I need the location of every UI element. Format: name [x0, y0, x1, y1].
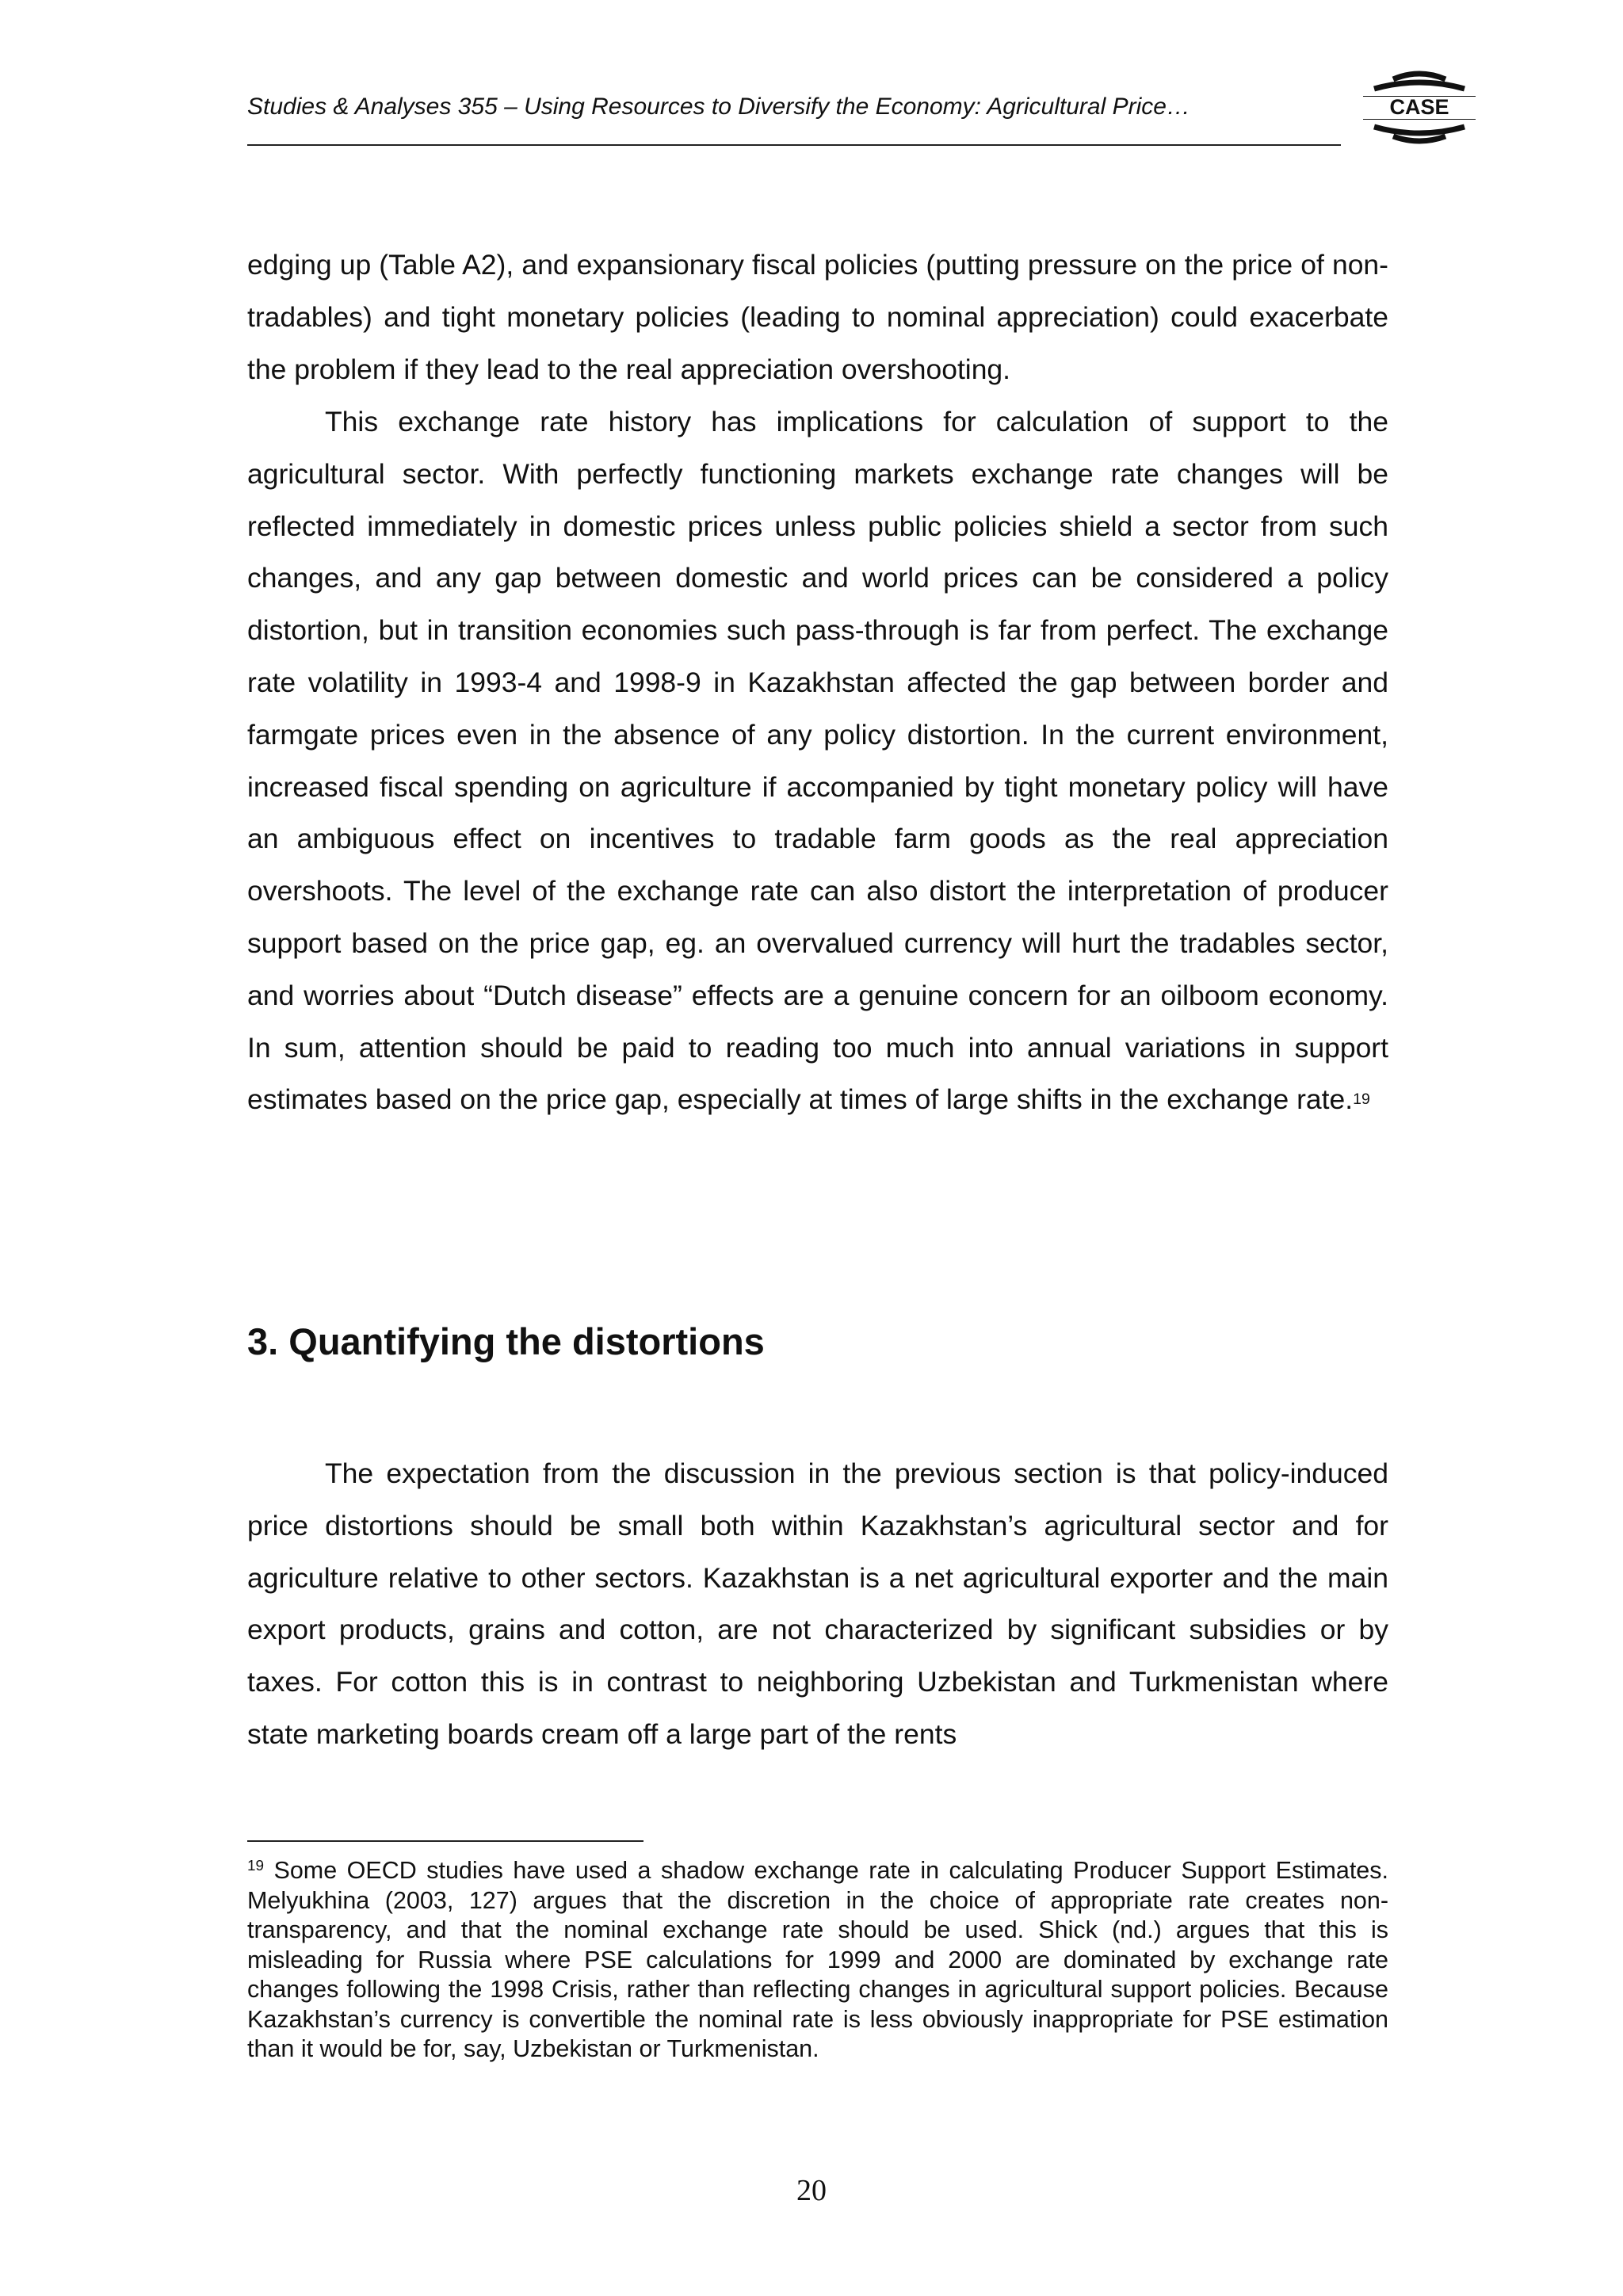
- header-rule: [247, 144, 1341, 146]
- paragraph: edging up (Table A2), and expansionary fiscal policies (putting pressure on the price of non-tradables) and tight monetary policies (leading to nominal appreciation) could exacerbate the problem if they lead to the real appreciation overshooting.: [247, 249, 1388, 385]
- footnote-number: 19: [247, 1857, 265, 1874]
- case-logo: [1354, 67, 1485, 147]
- footnote: [247, 1856, 1388, 2065]
- running-header: Studies & Analyses 355 – Using Resources to Diversify the Economy: Agricultural Price…: [247, 94, 1190, 120]
- page-number: 20: [796, 2174, 827, 2207]
- footnote-reference: 19: [1353, 1090, 1370, 1108]
- footnote-text: Some OECD studies have used a shadow exchange rate in calculating Producer Support Estimates. Melyukhina (2003, 127) argues that the discretion in the choice of appropriate rate creates non-transparency, and that the nominal exchange rate should be used. Shick (nd.) argues that this is misleading for Russia where PSE calculations for 1999 and 2000 are dominated by exchange rate changes following the 1998 Crisis, rather than reflecting changes in agricultural support policies. Because Kazakhstan’s currency is convertible the nominal rate is less obviously inappropriate for PSE estimation than it would be for, say, Uzbekistan or Turkmenistan.: [247, 1857, 1388, 2062]
- section-heading: 3. Quantifying the distortions: [247, 1320, 765, 1362]
- footnote-separator: [247, 1840, 643, 1842]
- paragraph: The expectation from the discussion in the previous section is that policy-induced price distortions should be small both within Kazakhstan’s agricultural sector and for agriculture relative to other sectors. Kazakhstan is a net agricultural exporter and the main export products, grains and cotton, are not characterized by significant subsidies or by taxes. For cotton this is in contrast to neighboring Uzbekistan and Turkmenistan where state marketing boards cream off a large part of the rents: [247, 1457, 1388, 1750]
- case-logo-text: CASE: [1389, 95, 1449, 119]
- paragraph-text: This exchange rate history has implications for calculation of support to the agricultural sector. With perfectly functioning markets exchange rate changes will be reflected immediately in domestic prices unless public policies shield a sector from such changes, and any gap between domestic and world prices can be considered a policy distortion, but in transition economies such pass-through is far from perfect. The exchange rate volatility in 1993-4 and 1998-9 in Kazakhstan affected the gap between border and farmgate prices even in the absence of any policy distortion. In the current environment, increased fiscal spending on agriculture if accompanied by tight monetary policy will have an ambiguous effect on incentives to tradable farm goods as the real appreciation overshoots. The level of the exchange rate can also distort the interpretation of producer support based on the price gap, eg. an overvalued currency will hurt the tradables sector, and worries about “Dutch disease” effects are a genuine concern for an oilboom economy. In sum, attention should be paid to reading too much into annual variations in support estimates based on the price gap, especially at times of large shifts in the exchange rate.: [247, 406, 1388, 1116]
- paragraph: [247, 396, 1388, 1126]
